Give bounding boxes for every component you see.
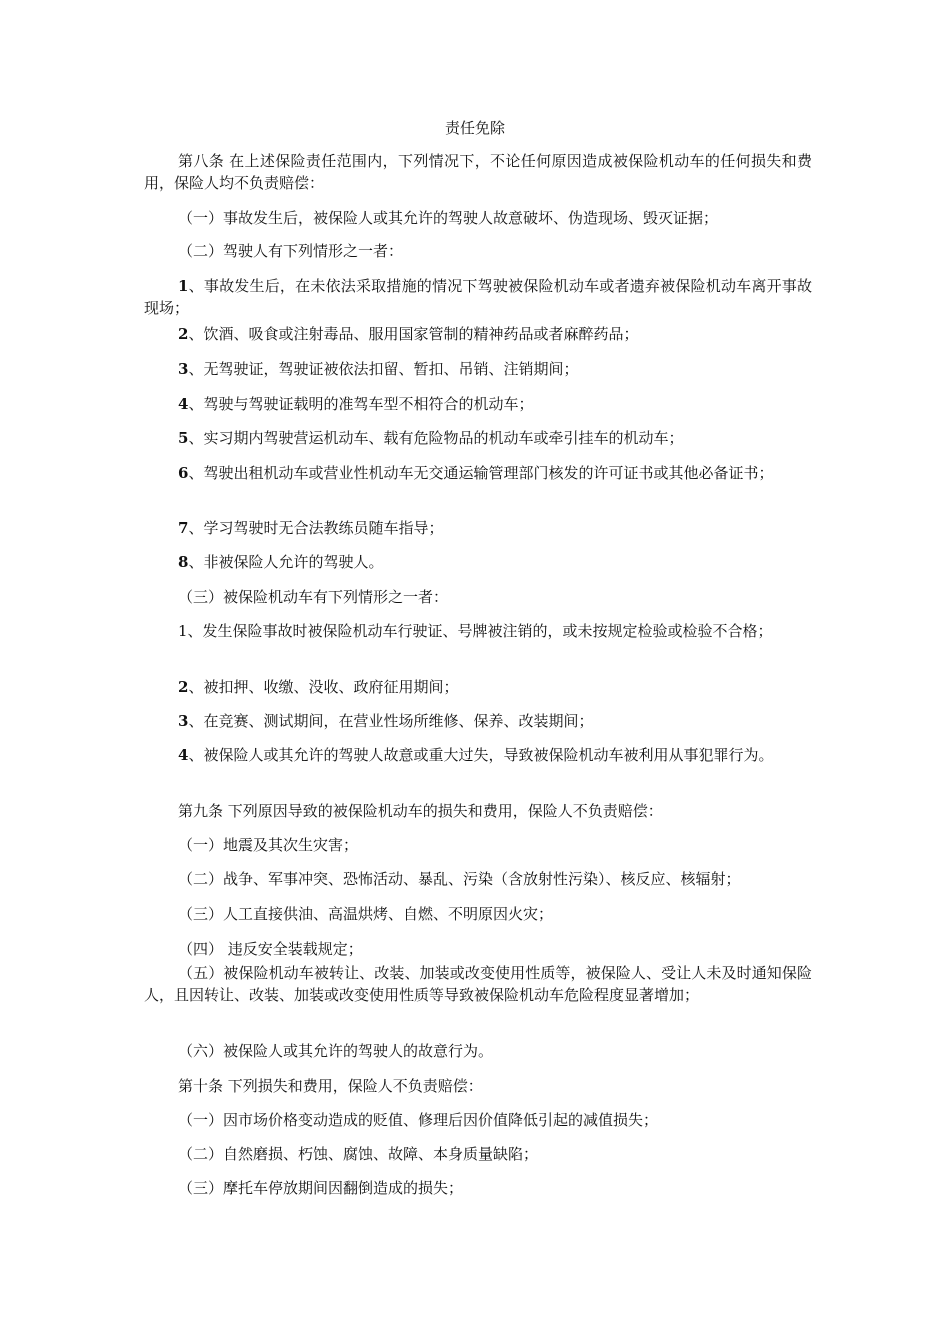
- article-9-item: （四） 违反安全装载规定；: [178, 940, 363, 958]
- clause-2-item: [144, 358, 812, 380]
- article-8-clause-3: （三）被保险机动车有下列情形之一者：: [178, 588, 449, 606]
- item-number: 1: [178, 277, 189, 295]
- item-text: 、驾驶与驾驶证载明的准驾车型不相符合的机动车；: [188, 395, 534, 413]
- article-9-item: （三）人工直接供油、高温烘烤、自燃、不明原因火灾；: [178, 905, 554, 923]
- article-10-item: （二）自然磨损、朽蚀、腐蚀、故障、本身质量缺陷；: [178, 1145, 539, 1163]
- item-number: 3: [178, 360, 189, 378]
- item-text: 、驾驶出租机动车或营业性机动车无交通运输管理部门核发的许可证书或其他必备证书；: [188, 464, 774, 482]
- clause-3-item: [144, 710, 812, 732]
- item-text: 、学习驾驶时无合法教练员随车指导；: [188, 519, 444, 537]
- article-9-item: （五）被保险机动车被转让、改装、加装或改变使用性质等，被保险人、受让人未及时通知保险人，且因转让、改装、加装或改变使用性质等导致被保险机动车危险程度显著增加；: [144, 964, 812, 1004]
- item-number: 8: [178, 553, 189, 571]
- item-text: 、被扣押、收缴、没收、政府征用期间；: [188, 678, 459, 696]
- section-title: 责任免除: [444, 119, 505, 137]
- clause-2-item: [144, 323, 812, 345]
- item-text: 、发生保险事故时被保险机动车行驶证、号牌被注销的，或未按规定检验或检验不合格；: [187, 622, 773, 640]
- item-number: 4: [178, 395, 189, 413]
- item-number: 5: [178, 429, 189, 447]
- item-number: 3: [178, 712, 189, 730]
- item-number: 1: [178, 622, 188, 640]
- clause-2-item: [144, 462, 812, 484]
- article-9-item: （六）被保险人或其允许的驾驶人的故意行为。: [178, 1042, 494, 1060]
- item-text: 、被保险人或其允许的驾驶人故意或重大过失，导致被保险机动车被利用从事犯罪行为。: [188, 746, 774, 764]
- clause-2-item: [144, 551, 812, 573]
- clause-2-item: [144, 427, 812, 449]
- item-text: 、在竞赛、测试期间，在营业性场所维修、保养、改装期间；: [188, 712, 594, 730]
- item-number: 6: [178, 464, 189, 482]
- item-number: 4: [178, 746, 189, 764]
- article-9-item: （二）战争、军事冲突、恐怖活动、暴乱、污染（含放射性污染）、核反应、核辐射；: [178, 870, 741, 888]
- clause-2-item: [144, 517, 812, 539]
- article-10-item: （三）摩托车停放期间因翻倒造成的损失；: [178, 1179, 464, 1197]
- clause-3-item: [144, 620, 812, 642]
- item-text: 、非被保险人允许的驾驶人。: [188, 553, 384, 571]
- item-text: 、实习期内驾驶营运机动车、载有危险物品的机动车或牵引挂车的机动车；: [188, 429, 684, 447]
- clause-3-item: [144, 676, 812, 698]
- item-number: 7: [178, 519, 189, 537]
- clause-2-item: [144, 275, 812, 319]
- article-8-clause-1: （一）事故发生后，被保险人或其允许的驾驶人故意破坏、伪造现场、毁灭证据；: [178, 209, 719, 227]
- clause-3-item: [144, 744, 812, 766]
- article-8-intro: 第八条 在上述保险责任范围内，下列情况下，不论任何原因造成被保险机动车的任何损失和费用，保险人均不负责赔偿：: [144, 152, 812, 192]
- item-text: 、事故发生后，在未依法采取措施的情况下驾驶被保险机动车或者遗弃被保险机动车离开事故现场；: [144, 277, 812, 317]
- article-9-intro: 第九条 下列原因导致的被保险机动车的损失和费用，保险人不负责赔偿：: [178, 802, 663, 820]
- clause-2-item: [144, 393, 812, 415]
- item-number: 2: [178, 678, 189, 696]
- item-number: 2: [178, 325, 189, 343]
- item-text: 、无驾驶证，驾驶证被依法扣留、暂扣、吊销、注销期间；: [188, 360, 579, 378]
- article-9-item: （一）地震及其次生灾害；: [178, 836, 359, 854]
- article-8-clause-2: （二）驾驶人有下列情形之一者：: [178, 242, 404, 260]
- item-text: 、饮酒、吸食或注射毒品、服用国家管制的精神药品或者麻醉药品；: [188, 325, 639, 343]
- article-10-intro: 第十条 下列损失和费用，保险人不负责赔偿：: [178, 1077, 483, 1095]
- article-10-item: （一）因市场价格变动造成的贬值、修理后因价值降低引起的减值损失；: [178, 1111, 659, 1129]
